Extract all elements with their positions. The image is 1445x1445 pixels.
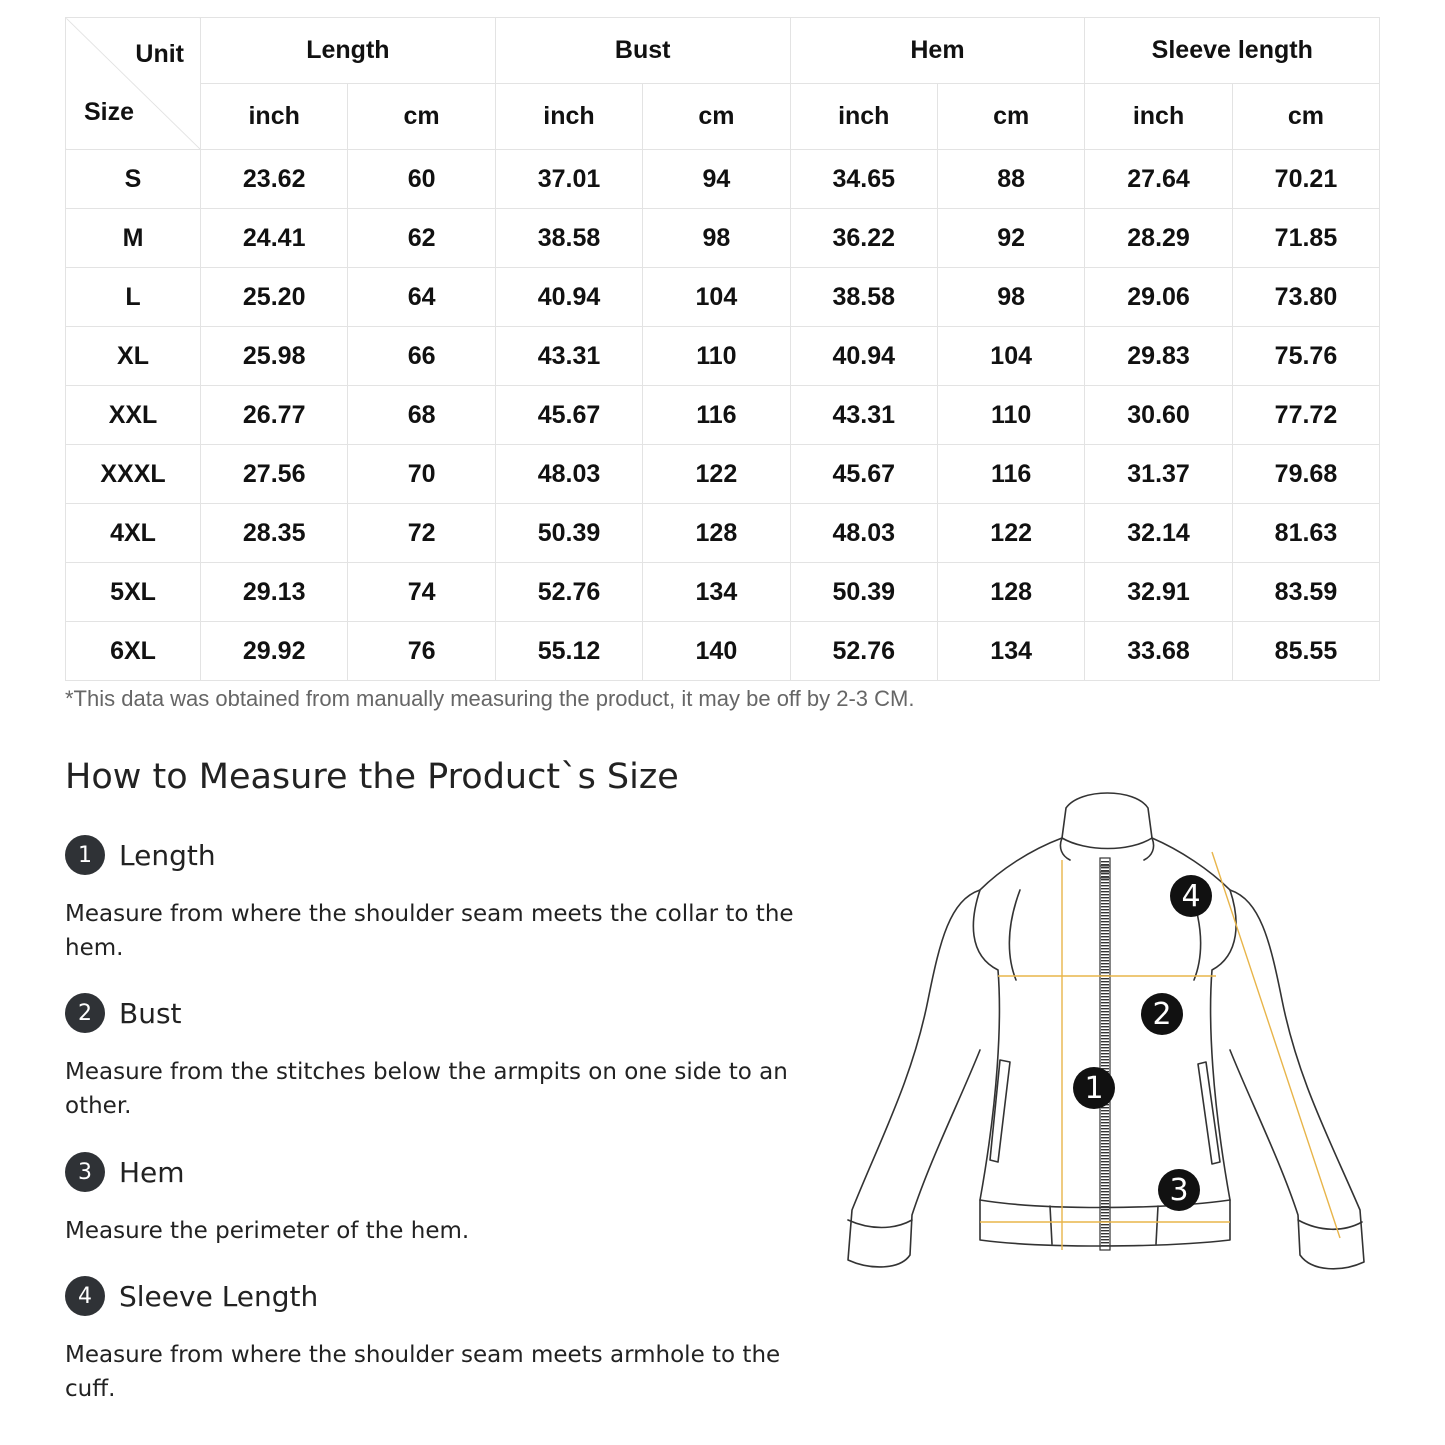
size-cell: 6XL	[66, 622, 201, 681]
size-cell: XXL	[66, 386, 201, 445]
unit-header-cm: cm	[937, 84, 1084, 150]
table-row	[66, 504, 1380, 563]
unit-header-inch: inch	[201, 84, 348, 150]
value-cell: 70.21	[1232, 150, 1379, 209]
value-cell: 23.62	[201, 150, 348, 209]
table-row	[66, 563, 1380, 622]
value-cell: 134	[937, 622, 1084, 681]
value-cell: 116	[643, 386, 790, 445]
step-description: Measure from where the shoulder seam meets armhole to the cuff.	[65, 1342, 781, 1402]
header-sleeve-length: Sleeve length	[1085, 18, 1380, 84]
value-cell: 38.58	[790, 268, 937, 327]
value-cell: 68	[348, 386, 495, 445]
value-cell: 134	[643, 563, 790, 622]
step-description: Measure from the stitches below the armpits on one side to an other.	[65, 1059, 788, 1119]
value-cell: 40.94	[495, 268, 642, 327]
value-cell: 110	[643, 327, 790, 386]
value-cell: 34.65	[790, 150, 937, 209]
value-cell: 45.67	[790, 445, 937, 504]
value-cell: 28.29	[1085, 209, 1232, 268]
value-cell: 27.56	[201, 445, 348, 504]
unit-header-inch: inch	[1085, 84, 1232, 150]
value-cell: 70	[348, 445, 495, 504]
value-cell: 50.39	[495, 504, 642, 563]
value-cell: 104	[937, 327, 1084, 386]
step-hem	[65, 1152, 795, 1248]
table-row	[66, 150, 1380, 209]
value-cell: 85.55	[1232, 622, 1379, 681]
value-cell: 52.76	[495, 563, 642, 622]
step-bust	[65, 993, 795, 1123]
value-cell: 55.12	[495, 622, 642, 681]
corner-unit-label: Unit	[135, 40, 184, 68]
size-cell: M	[66, 209, 201, 268]
table-row	[66, 209, 1380, 268]
sleeve-measure-line	[1212, 852, 1340, 1238]
step-sleeve-length	[65, 1276, 795, 1406]
table-corner-header	[66, 18, 201, 150]
header-hem: Hem	[790, 18, 1085, 84]
value-cell: 29.13	[201, 563, 348, 622]
value-cell: 30.60	[1085, 386, 1232, 445]
step-number-badge: 3	[65, 1152, 105, 1192]
step-title: Length	[119, 838, 216, 872]
marker-4-label: 4	[1181, 879, 1201, 914]
value-cell: 33.68	[1085, 622, 1232, 681]
value-cell: 88	[937, 150, 1084, 209]
value-cell: 45.67	[495, 386, 642, 445]
value-cell: 75.76	[1232, 327, 1379, 386]
value-cell: 73.80	[1232, 268, 1379, 327]
step-description: Measure from where the shoulder seam meets the collar to the hem.	[65, 901, 794, 961]
value-cell: 25.98	[201, 327, 348, 386]
value-cell: 74	[348, 563, 495, 622]
value-cell: 140	[643, 622, 790, 681]
value-cell: 128	[643, 504, 790, 563]
value-cell: 116	[937, 445, 1084, 504]
value-cell: 94	[643, 150, 790, 209]
howto-title: How to Measure the Product`s Size	[65, 757, 679, 797]
value-cell: 40.94	[790, 327, 937, 386]
value-cell: 98	[643, 209, 790, 268]
step-number-badge: 2	[65, 993, 105, 1033]
step-number-badge: 4	[65, 1276, 105, 1316]
value-cell: 29.92	[201, 622, 348, 681]
value-cell: 38.58	[495, 209, 642, 268]
value-cell: 29.83	[1085, 327, 1232, 386]
value-cell: 50.39	[790, 563, 937, 622]
value-cell: 31.37	[1085, 445, 1232, 504]
value-cell: 122	[643, 445, 790, 504]
zipper	[1100, 858, 1110, 1250]
value-cell: 92	[937, 209, 1084, 268]
value-cell: 24.41	[201, 209, 348, 268]
value-cell: 83.59	[1232, 563, 1379, 622]
unit-header-inch: inch	[790, 84, 937, 150]
size-cell: 4XL	[66, 504, 201, 563]
step-title: Sleeve Length	[119, 1279, 319, 1313]
value-cell: 43.31	[790, 386, 937, 445]
value-cell: 98	[937, 268, 1084, 327]
value-cell: 76	[348, 622, 495, 681]
value-cell: 77.72	[1232, 386, 1379, 445]
value-cell: 128	[937, 563, 1084, 622]
value-cell: 81.63	[1232, 504, 1379, 563]
table-row	[66, 327, 1380, 386]
unit-header-cm: cm	[643, 84, 790, 150]
size-cell: 5XL	[66, 563, 201, 622]
value-cell: 122	[937, 504, 1084, 563]
value-cell: 29.06	[1085, 268, 1232, 327]
value-cell: 104	[643, 268, 790, 327]
measurement-note: *This data was obtained from manually measuring the product, it may be off by 2-3 CM.	[65, 686, 915, 711]
value-cell: 110	[937, 386, 1084, 445]
value-cell: 32.14	[1085, 504, 1232, 563]
step-description: Measure the perimeter of the hem.	[65, 1218, 470, 1244]
table-row	[66, 386, 1380, 445]
measure-markers	[1073, 875, 1212, 1211]
value-cell: 36.22	[790, 209, 937, 268]
unit-header-cm: cm	[1232, 84, 1379, 150]
value-cell: 64	[348, 268, 495, 327]
unit-header-inch: inch	[495, 84, 642, 150]
value-cell: 48.03	[790, 504, 937, 563]
marker-1-label: 1	[1084, 1071, 1104, 1106]
value-cell: 60	[348, 150, 495, 209]
value-cell: 25.20	[201, 268, 348, 327]
value-cell: 27.64	[1085, 150, 1232, 209]
corner-size-label: Size	[84, 98, 135, 126]
step-title: Bust	[119, 996, 182, 1030]
value-cell: 26.77	[201, 386, 348, 445]
size-cell: XL	[66, 327, 201, 386]
size-cell: L	[66, 268, 201, 327]
step-length	[65, 835, 795, 965]
value-cell: 32.91	[1085, 563, 1232, 622]
size-cell: S	[66, 150, 201, 209]
value-cell: 66	[348, 327, 495, 386]
value-cell: 37.01	[495, 150, 642, 209]
marker-3-label: 3	[1169, 1173, 1189, 1208]
value-cell: 52.76	[790, 622, 937, 681]
size-chart-table	[65, 17, 1380, 681]
value-cell: 43.31	[495, 327, 642, 386]
table-row	[66, 445, 1380, 504]
value-cell: 71.85	[1232, 209, 1379, 268]
table-row	[66, 622, 1380, 681]
header-length: Length	[201, 18, 496, 84]
step-title: Hem	[119, 1155, 185, 1189]
size-cell: XXXL	[66, 445, 201, 504]
unit-header-cm: cm	[348, 84, 495, 150]
value-cell: 79.68	[1232, 445, 1379, 504]
value-cell: 28.35	[201, 504, 348, 563]
step-number-badge: 1	[65, 835, 105, 875]
marker-2-label: 2	[1152, 997, 1172, 1032]
jacket-diagram	[830, 780, 1390, 1300]
header-bust: Bust	[495, 18, 790, 84]
value-cell: 72	[348, 504, 495, 563]
value-cell: 62	[348, 209, 495, 268]
value-cell: 48.03	[495, 445, 642, 504]
table-row	[66, 268, 1380, 327]
